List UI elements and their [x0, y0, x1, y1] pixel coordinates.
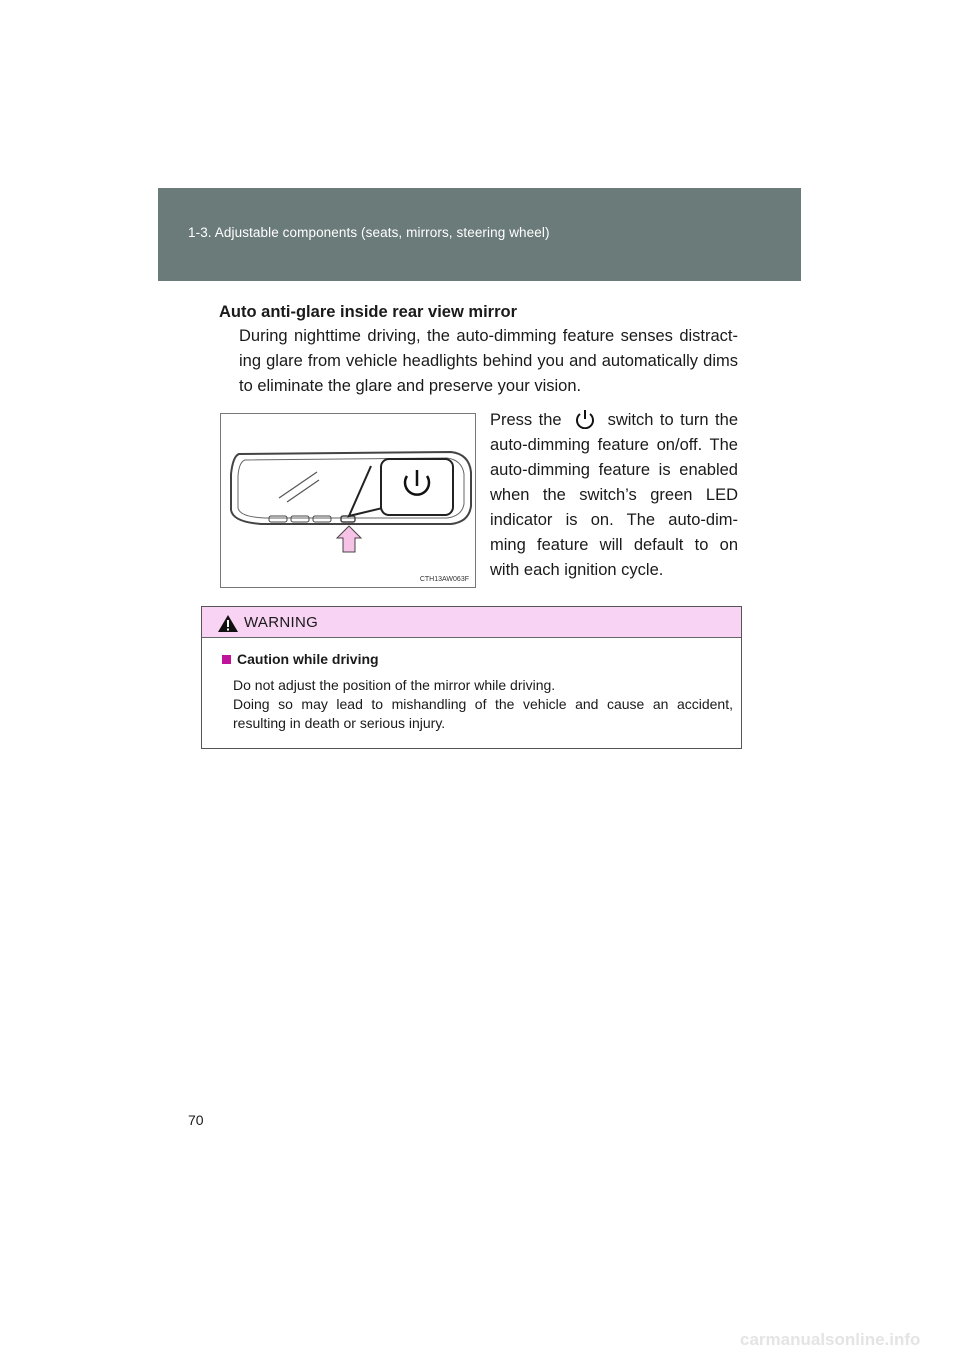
mirror-drawing — [221, 414, 477, 589]
mirror-illustration — [220, 413, 476, 588]
warning-body — [233, 676, 733, 733]
section-heading: Auto anti-glare inside rear view mirror — [219, 303, 517, 321]
chapter-title: 1-3. Adjustable components (seats, mirrors, steering wheel) — [188, 225, 550, 240]
intro-paragraph: During nighttime driving, the auto-dimming feature senses distract-ing glare from vehicle headlights behind you and automatically dims to eliminate the glare and preserve your vision. — [239, 327, 738, 395]
bullet-square-icon — [222, 655, 231, 664]
description-paragraph — [490, 408, 738, 583]
caution-heading-text: Caution while driving — [237, 651, 379, 667]
page-number: 70 — [188, 1112, 204, 1128]
warning-box — [201, 606, 742, 749]
desc-part-2: switch to turn the auto-dimming feature on/off. The auto-dimming feature is enabled when the switch’s green LED indicator is on. The auto-dim-ming feature will default to on with each ignition cycle. — [490, 411, 738, 579]
figure-code: CTH13AW063F — [419, 576, 469, 583]
desc-part-1: Press the — [490, 411, 562, 429]
caution-heading — [222, 651, 379, 667]
warning-line: Doing so may lead to mishandling of the vehicle and cause an accident, resulting in death or serious injury. — [233, 696, 733, 731]
warning-line: Do not adjust the position of the mirror while driving. — [233, 677, 556, 693]
warning-triangle-icon — [217, 614, 239, 633]
warning-title: WARNING — [244, 614, 319, 631]
warning-header — [202, 607, 741, 638]
watermark: carmanualsonline.info — [740, 1330, 921, 1349]
chapter-header — [158, 188, 801, 281]
power-icon — [572, 409, 598, 429]
